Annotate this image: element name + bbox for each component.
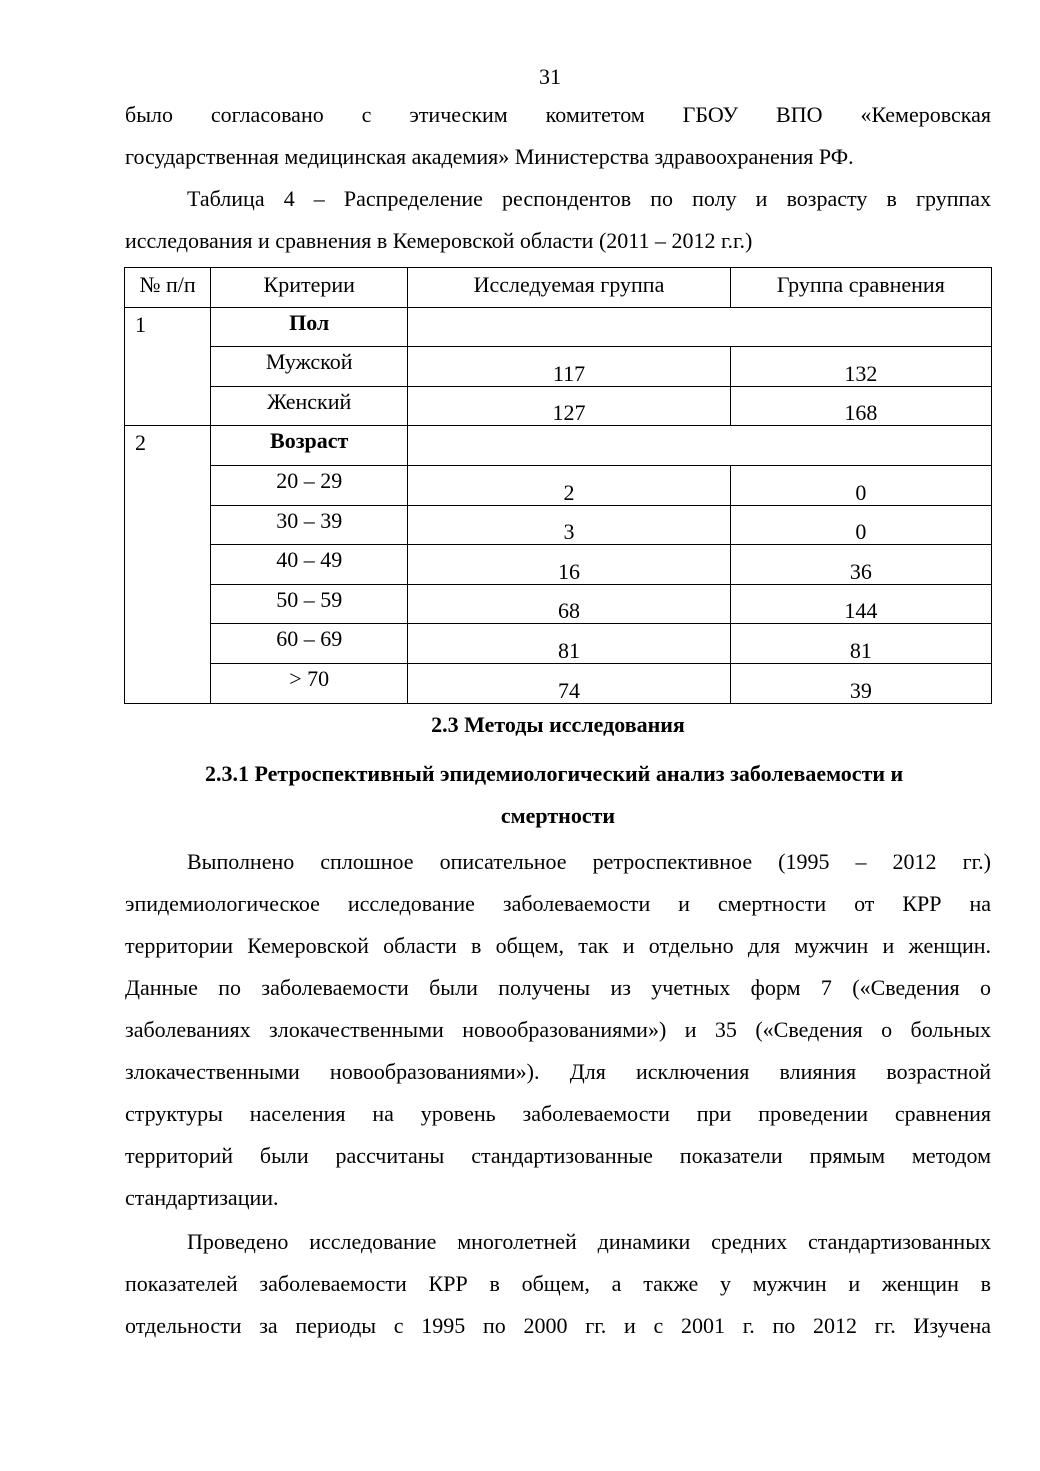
table-row-section [125,307,992,347]
criterion-label: Женский [211,386,408,426]
paragraph-line: показателей заболеваемости КРР в общем, а также у мужчин и женщин в [125,1271,991,1296]
criterion-label: > 70 [211,663,408,703]
study-value: 127 [408,386,730,426]
study-value: 3 [408,505,730,545]
paragraph-line: эпидемиологическое исследование заболеваемости и смертности от КРР на [125,891,991,916]
criterion-label: 30 – 39 [211,505,408,545]
header-cell-number: № п/п [125,268,211,308]
criterion-label: 40 – 49 [211,545,408,585]
table-row [125,386,992,426]
paragraph-line: Выполнено сплошное описательное ретроспективное (1995 – 2012 гг.) [187,849,991,874]
comparison-value: 0 [730,505,991,545]
criterion-label: 60 – 69 [211,624,408,664]
study-value: 74 [408,663,730,703]
table-row [125,545,992,585]
paragraph-line: Данные по заболеваемости были получены из учетных форм 7 («Сведения о [125,975,991,1000]
header-cell-comparison-group: Группа сравнения [730,268,991,308]
study-value: 16 [408,545,730,585]
table-row [125,347,992,387]
paragraph-line: территории Кемеровской области в общем, так и отдельно для мужчин и женщин. [125,933,991,958]
intro-line: было согласовано с этическим комитетом ГБОУ ВПО «Кемеровская [125,102,991,127]
comparison-value: 132 [730,347,991,387]
study-value: 81 [408,624,730,664]
table-row-section [125,426,992,466]
caption-line: Таблица 4 – Распределение респондентов по полу и возрасту в группах [187,186,991,211]
comparison-value: 81 [730,624,991,664]
criterion-label: 20 – 29 [211,465,408,505]
table-row [125,505,992,545]
subsection-heading-line: 2.3.1 Ретроспективный эпидемиологический анализ заболеваемости и [205,761,904,786]
comparison-value: 39 [730,663,991,703]
paragraph-line: стандартизации. [125,1185,279,1210]
study-value: 2 [408,465,730,505]
section-title: Пол [211,307,408,347]
comparison-value: 168 [730,386,991,426]
paragraph-line: злокачественными новообразованиями»). Для исключения влияния возрастной [125,1059,991,1084]
study-value: 68 [408,584,730,624]
comparison-value: 0 [730,465,991,505]
subsection-heading-line: смертности [500,803,616,828]
section-title: Возраст [211,426,408,466]
paragraph-line: территорий были рассчитаны стандартизованные показатели прямым методом [125,1143,991,1168]
paragraph-line: структуры населения на уровень заболеваемости при проведении сравнения [125,1101,991,1126]
study-value: 117 [408,347,730,387]
section-number: 1 [125,307,211,426]
header-cell-study-group: Исследуемая группа [408,268,730,308]
caption-line: исследования и сравнения в Кемеровской области (2011 – 2012 г.г.) [125,228,753,253]
section-empty-cell [408,307,992,347]
section-number: 2 [125,426,211,703]
table-row [125,663,992,703]
table-header-row [125,268,992,308]
criterion-label: 50 – 59 [211,584,408,624]
criterion-label: Мужской [211,347,408,387]
section-empty-cell [408,426,992,466]
table-row [125,624,992,664]
page-number: 31 [539,64,561,89]
table-row [125,465,992,505]
header-cell-criteria: Критерии [211,268,408,308]
paragraph-line: отдельности за периоды с 1995 по 2000 гг. и с 2001 г. по 2012 гг. Изучена [125,1313,991,1338]
intro-line: государственная медицинская академия» Министерства здравоохранения РФ. [125,144,854,169]
comparison-value: 144 [730,584,991,624]
table-row [125,584,992,624]
comparison-value: 36 [730,545,991,585]
respondents-table [124,267,992,704]
section-heading: 2.3 Методы исследования [431,712,685,737]
paragraph-line: Проведено исследование многолетней динамики средних стандартизованных [187,1229,991,1254]
paragraph-line: заболеваниях злокачественными новообразованиями») и 35 («Сведения о больных [125,1017,991,1042]
